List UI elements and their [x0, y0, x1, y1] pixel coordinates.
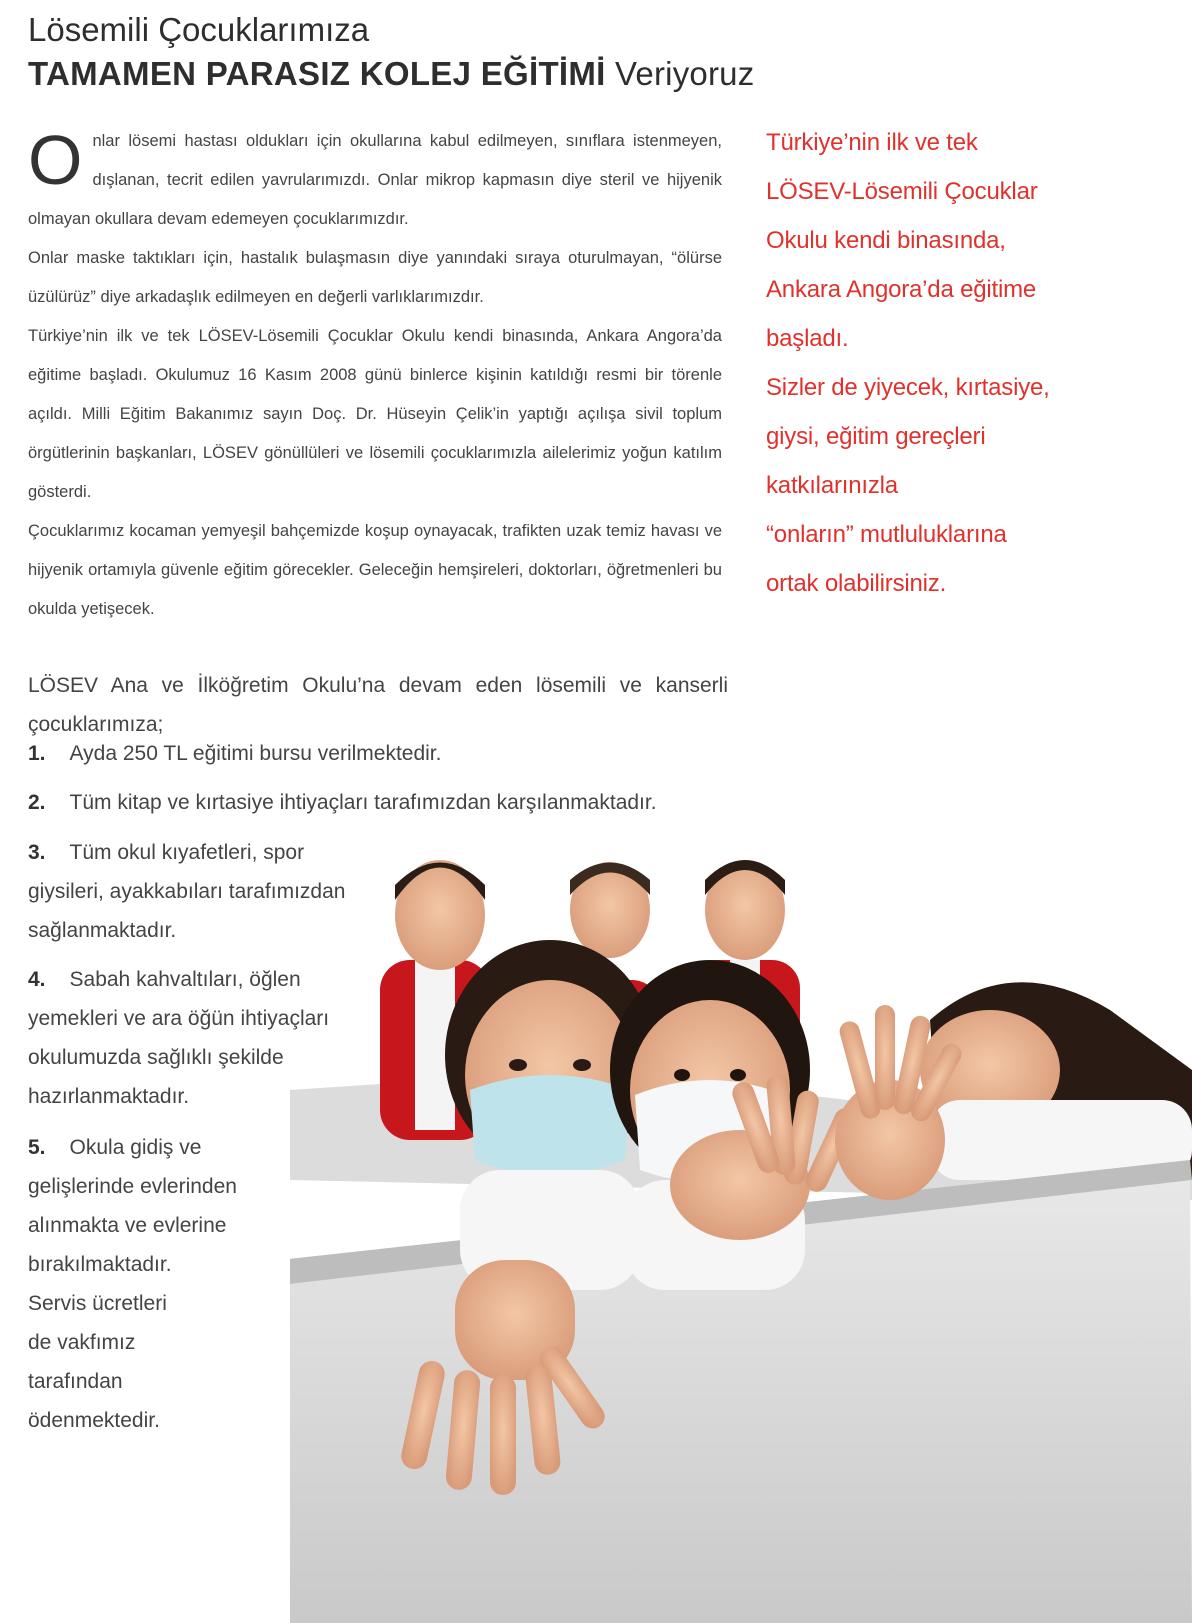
paragraph-1-text: nlar lösemi hastası oldukları için okullarına kabul edilmeyen, sınıflara istenmeyen, dışlanan, tecrit edilen yavrularımızdı. Onlar mikrop kapmasın diye steril ve hijyenik olmayan okullara devam edemeyen çocuklarımızdır. — [28, 132, 722, 228]
title-line-1: Lösemili Çocuklarımıza — [28, 11, 370, 48]
callout-line: Sizler de yiyecek, kırtasiye, — [766, 374, 1050, 401]
drop-cap: O — [28, 121, 83, 199]
item-text: tarafından — [28, 1370, 123, 1393]
girl-right — [920, 982, 1192, 1180]
item-text: sağlanmaktadır. — [28, 919, 177, 942]
callout-line: giysi, eğitim gereçleri — [766, 423, 986, 450]
item-number: 4. — [28, 968, 46, 991]
callout-line: Okulu kendi binasında, — [766, 227, 1006, 254]
title-emphasis: TAMAMEN PARASIZ KOLEJ EĞİTİMİ — [28, 55, 606, 92]
item-text: bırakılmaktadır. — [28, 1253, 172, 1276]
benefit-item-2 — [28, 783, 657, 822]
item-text: Sabah kahvaltıları, öğlen — [69, 968, 301, 991]
item-text: hazırlanmaktadır. — [28, 1085, 190, 1108]
item-text: okulumuzda sağlıklı şekilde — [28, 1046, 284, 1069]
item-number: 5. — [28, 1136, 46, 1159]
item-text: alınmakta ve evlerine — [28, 1214, 227, 1237]
children-classroom-photo — [290, 840, 1192, 1623]
item-text: Servis ücretleri — [28, 1292, 167, 1315]
title-line-2 — [28, 52, 788, 96]
title-rest: Veriyoruz — [615, 55, 755, 92]
benefit-item-4 — [28, 960, 329, 1116]
item-text: ödenmektedir. — [28, 1409, 160, 1432]
benefit-item-5 — [28, 1128, 237, 1440]
item-text: Ayda 250 TL eğitimi bursu verilmektedir. — [69, 742, 442, 765]
item-text: Tüm okul kıyafetleri, spor — [69, 841, 305, 864]
item-text: gelişlerinde evlerinden — [28, 1175, 237, 1198]
item-number: 3. — [28, 841, 46, 864]
benefits-intro: LÖSEV Ana ve İlköğretim Okulu’na devam eden lösemili ve kanserli çocuklarımıza; — [28, 674, 728, 736]
article-paragraph-2: Onlar maske taktıkları için, hastalık bulaşmasın diye yanındaki sıraya oturulmayan, “ölürse üzülürüz” diye arkadaşlık edilmeyen en değerli varlıklarımızdır. — [28, 249, 722, 306]
article-paragraph-4: Çocuklarımız kocaman yemyeşil bahçemizde koşup oynayacak, trafikten uzak temiz havası ve hijyenik ortamıyla güvenle eğitim görecekler. Geleceğin hemşireleri, doktorları, öğretmenleri bu okulda yetişecek. — [28, 522, 722, 618]
callout-line: katkılarınızla — [766, 472, 898, 499]
page-title — [28, 8, 788, 96]
callout-line: LÖSEV-Lösemili Çocuklar — [766, 178, 1038, 205]
item-text: Tüm kitap ve kırtasiye ihtiyaçları tarafımızdan karşılanmaktadır. — [69, 791, 657, 814]
benefit-item-3 — [28, 833, 345, 950]
item-text: yemekleri ve ara öğün ihtiyaçları — [28, 1007, 330, 1030]
article-paragraph-3: Türkiye’nin ilk ve tek LÖSEV-Lösemili Çocuklar Okulu kendi binasında, Ankara Angora’da eğitime başladı. Okulumuz 16 Kasım 2008 günü binlerce kişinin katıldığı resmi bir törenle açıldı. Milli Eğitim Bakanımız sayın Doç. Dr. Hüseyin Çelik’in yaptığı açılışa sivil toplum örgütlerinin başkanları, LÖSEV gönüllüleri ve lösemili çocuklarımızla ailelerimiz yoğun katılım gösterdi. — [28, 327, 722, 501]
article-body — [28, 122, 722, 629]
callout-line: ortak olabilirsiniz. — [766, 570, 947, 597]
item-number: 1. — [28, 742, 46, 765]
benefit-item-1 — [28, 734, 441, 773]
item-number: 2. — [28, 791, 46, 814]
callout-line: Ankara Angora’da eğitime — [766, 276, 1037, 303]
callout-line: Türkiye’nin ilk ve tek — [766, 129, 978, 156]
item-text: de vakfımız — [28, 1331, 136, 1354]
item-text: Okula gidiş ve — [69, 1136, 202, 1159]
article-paragraph-1 — [28, 122, 722, 239]
callout-line: “onların” mutluluklarına — [766, 521, 1007, 548]
callout-sidebar — [766, 118, 1066, 608]
callout-line: başladı. — [766, 325, 849, 352]
item-text: giysileri, ayakkabıları tarafımızdan — [28, 880, 346, 903]
